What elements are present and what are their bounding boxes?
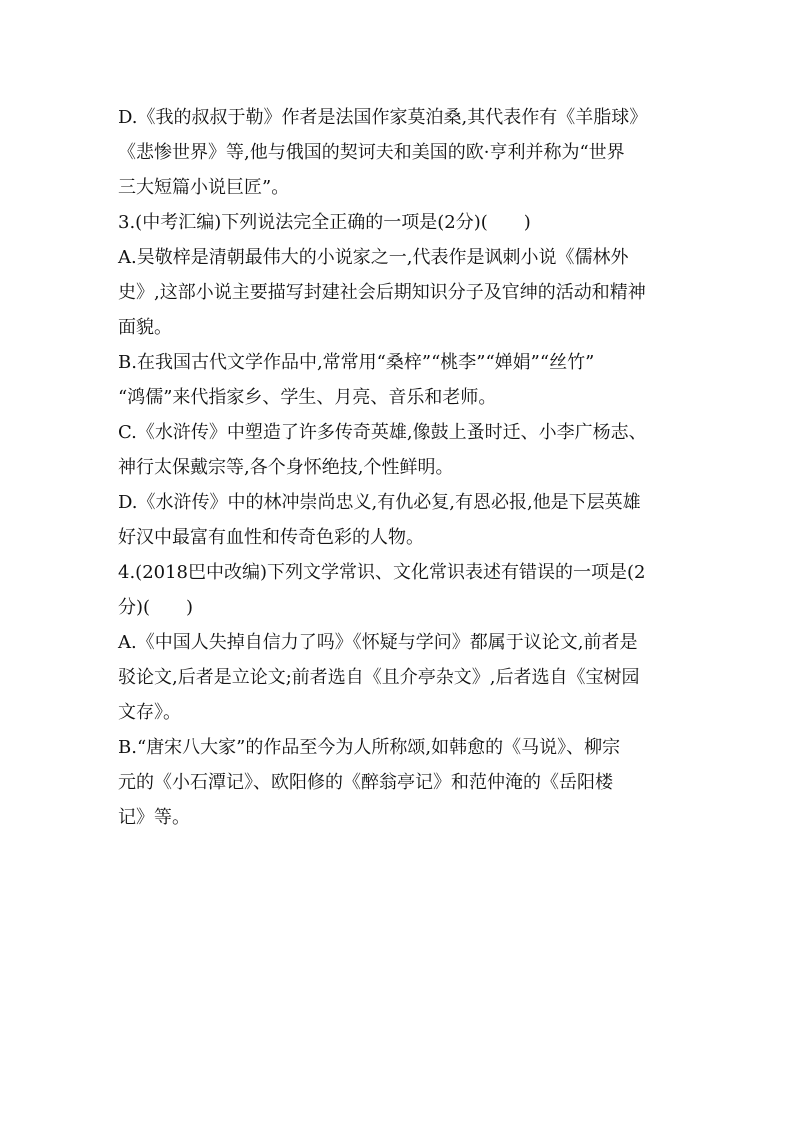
text-line: A.吴敬梓是清朝最伟大的小说家之一,代表作是讽刺小说《儒林外 xyxy=(118,247,629,268)
q3-option-a xyxy=(118,240,698,345)
text-line: D.《我的叔叔于勒》作者是法国作家莫泊桑,其代表作有《羊脂球》 xyxy=(118,107,648,128)
q4-stem xyxy=(118,555,698,625)
text-line: D.《水浒传》中的林冲崇尚忠义,有仇必复,有恩必报,他是下层英雄 xyxy=(118,492,641,513)
q3-option-b xyxy=(118,345,698,415)
q3-stem xyxy=(118,205,698,240)
text-line: A.《中国人失掉自信力了吗》《怀疑与学问》都属于议论文,前者是 xyxy=(118,632,638,653)
text-line: 记》等。 xyxy=(118,807,190,828)
text-line: 驳论文,后者是立论文;前者选自《且介亭杂文》,后者选自《宝树园 xyxy=(118,667,640,688)
text-line: 面貌。 xyxy=(118,317,172,338)
text-line: 史》,这部小说主要描写封建社会后期知识分子及官绅的活动和精神 xyxy=(118,282,646,303)
q4-option-a xyxy=(118,625,698,730)
q3-option-c xyxy=(118,415,698,485)
text-line: B.在我国古代文学作品中,常常用“桑梓”“桃李”“婵娟”“丝竹” xyxy=(118,352,595,373)
text-line: 好汉中最富有血性和传奇色彩的人物。 xyxy=(118,527,424,548)
text-line: 4.(2018巴中改编)下列文学常识、文化常识表述有错误的一项是(2 xyxy=(118,562,646,583)
q4-option-b xyxy=(118,730,698,835)
text-line: B.“唐宋八大家”的作品至今为人所称颂,如韩愈的《马说》、柳宗 xyxy=(118,737,621,758)
q3-option-d xyxy=(118,485,698,555)
text-line: 文存》。 xyxy=(118,702,181,723)
text-line: 元的《小石潭记》、欧阳修的《醉翁亭记》和范仲淹的《岳阳楼 xyxy=(118,772,613,793)
text-line: “鸿儒”来代指家乡、学生、月亮、音乐和老师。 xyxy=(118,387,497,408)
q2-option-d xyxy=(118,100,698,205)
text-line: 神行太保戴宗等,各个身怀绝技,个性鲜明。 xyxy=(118,457,454,478)
text-line: 三大短篇小说巨匠”。 xyxy=(118,177,290,198)
text-line: C.《水浒传》中塑造了许多传奇英雄,像鼓上蚤时迁、小李广杨志、 xyxy=(118,422,647,443)
text-line: 3.(中考汇编)下列说法完全正确的一项是(2分)( ) xyxy=(118,212,531,233)
question-content xyxy=(118,100,698,835)
text-line: 分)( ) xyxy=(118,597,194,618)
text-line: 《悲惨世界》等,他与俄国的契诃夫和美国的欧·亨利并称为“世界 xyxy=(118,142,625,163)
